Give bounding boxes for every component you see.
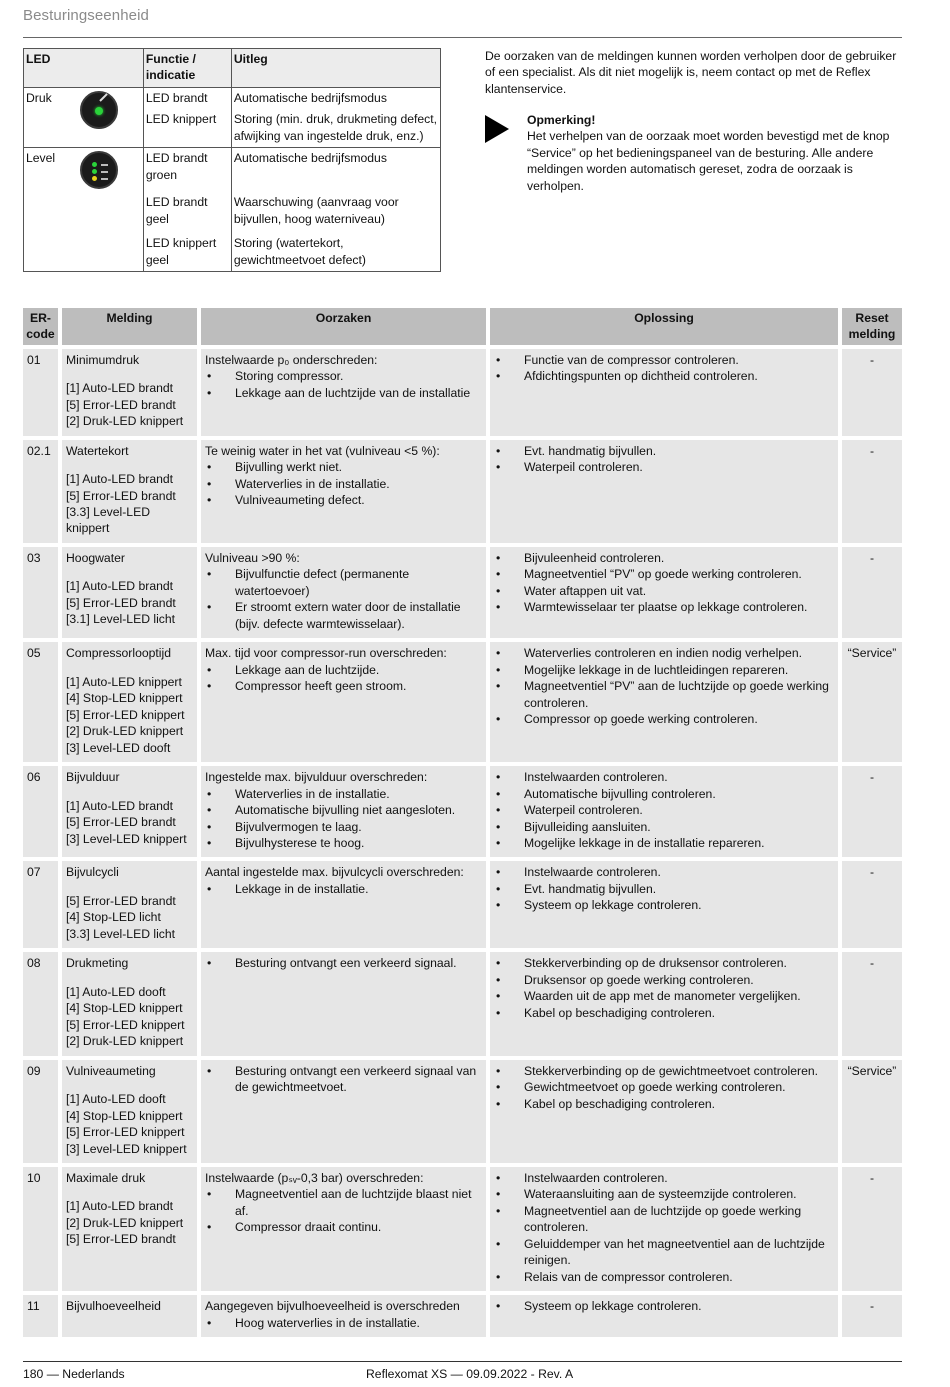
list-item: • Magneetventiel aan de luchtzijde op goede werking controleren. — [494, 1203, 834, 1236]
led-name-level: Level — [24, 148, 78, 272]
solutions-cell — [490, 440, 838, 543]
list-item: • Systeem op lekkage controleren. — [494, 1298, 834, 1314]
led-desc: Automatische bedrijfsmodus — [231, 87, 440, 109]
melding-cell — [62, 1295, 197, 1337]
list-item: • Instelwaarden controleren. — [494, 1170, 834, 1186]
list-item: • Waarden uit de app met de manometer vergelijken. — [494, 988, 834, 1004]
cause-list — [205, 1315, 482, 1331]
melding-leds: [1] Auto-LED dooft [4] Stop-LED knippert [5] Error-LED knippert [3] Level-LED knippert — [66, 1092, 187, 1156]
melding-cell — [62, 861, 197, 948]
cause-intro: Aangegeven bijvulhoeveelheid is overschreden — [205, 1299, 460, 1314]
footer-page: 180 — Nederlands — [23, 1367, 125, 1381]
reset-cell: - — [842, 349, 902, 436]
note-box — [485, 112, 903, 194]
list-item: • Lekkage aan de luchtzijde van de installatie — [205, 385, 482, 401]
page-header — [23, 6, 902, 38]
pressure-gauge-cell — [78, 87, 144, 147]
list-item: • Systeem op lekkage controleren. — [494, 897, 834, 913]
list-item: • Druksensor op goede werking controleren. — [494, 972, 834, 988]
cause-list — [205, 566, 482, 632]
list-item: • Storing compressor. — [205, 368, 482, 384]
arrow-right-icon — [485, 115, 509, 143]
list-item: • Besturing ontvangt een verkeerd signaal van de gewichtmeetvoet. — [205, 1063, 482, 1096]
list-item: • Magneetventiel “PV” aan de luchtzijde op goede werking controleren. — [494, 678, 834, 711]
reset-cell: - — [842, 547, 902, 638]
list-item: • Magneetventiel “PV” op goede werking controleren. — [494, 566, 834, 582]
melding-title: Vulniveaumeting — [66, 1063, 156, 1078]
solution-list — [494, 1298, 834, 1314]
causes-cell — [201, 349, 486, 436]
error-code: 02.1 — [23, 440, 58, 543]
table-row — [23, 642, 902, 762]
error-code: 05 — [23, 642, 58, 762]
error-code: 03 — [23, 547, 58, 638]
cause-intro: Te weinig water in het vat (vulniveau <5 %): — [205, 443, 440, 458]
causes-cell — [201, 861, 486, 948]
table-row — [23, 1295, 902, 1337]
cause-list — [205, 368, 482, 401]
function-header: Functie / indicatie — [143, 49, 231, 88]
solution-list — [494, 1170, 834, 1285]
list-item: • Wateraansluiting aan de systeemzijde controleren. — [494, 1186, 834, 1202]
table-row — [23, 766, 902, 857]
solution-list — [494, 955, 834, 1021]
melding-leds: [1] Auto-LED brandt [5] Error-LED brandt [3] Level-LED knippert — [66, 798, 187, 846]
note-text: Het verhelpen van de oorzaak moet worden bevestigd met de knop “Service” op het bedieningspaneel van de besturing. Alle andere meldingen worden automatisch gereset, zodra de oorzaak is verholpen. — [527, 129, 890, 193]
cause-intro: Instelwaarde p₀ onderschreden: — [205, 352, 378, 367]
causes-cell — [201, 642, 486, 762]
cause-intro: Ingestelde max. bijvulduur overschreden: — [205, 770, 428, 785]
list-item: • Waterpeil controleren. — [494, 459, 834, 475]
solution-list — [494, 352, 834, 385]
melding-cell — [62, 952, 197, 1055]
cause-intro: Max. tijd voor compressor-run overschreden: — [205, 646, 447, 661]
led-func: LED knippert — [143, 109, 231, 147]
melding-cell — [62, 766, 197, 857]
table-row — [23, 861, 902, 948]
cause-list — [205, 662, 482, 695]
list-item: • Gewichtmeetvoet op goede werking controleren. — [494, 1079, 834, 1095]
solution-list — [494, 769, 834, 851]
led-header: LED — [24, 49, 144, 88]
melding-title: Bijvulduur — [66, 770, 120, 785]
error-code: 07 — [23, 861, 58, 948]
led-func: LED brandt — [143, 87, 231, 109]
causes-cell — [201, 1295, 486, 1337]
melding-leds: [5] Error-LED brandt [4] Stop-LED licht [3.3] Level-LED licht — [66, 893, 176, 941]
list-item: • Afdichtingspunten op dichtheid controleren. — [494, 368, 834, 384]
list-item: • Evt. handmatig bijvullen. — [494, 443, 834, 459]
led-desc: Storing (min. druk, drukmeting defect, afwijking van ingestelde druk, enz.) — [231, 109, 440, 147]
melding-title: Bijvulcycli — [66, 865, 119, 880]
reset-cell: “Service” — [842, 642, 902, 762]
melding-cell — [62, 440, 197, 543]
list-item: • Functie van de compressor controleren. — [494, 352, 834, 368]
melding-leds: [1] Auto-LED brandt [5] Error-LED brandt [2] Druk-LED knippert — [66, 381, 184, 429]
header-code: ER- code — [23, 308, 58, 345]
solution-list — [494, 645, 834, 727]
solution-list — [494, 864, 834, 913]
melding-title: Drukmeting — [66, 956, 129, 971]
causes-cell — [201, 766, 486, 857]
solutions-cell — [490, 861, 838, 948]
cause-intro: Vulniveau >90 %: — [205, 550, 300, 565]
list-item: • Bijvulleiding aansluiten. — [494, 819, 834, 835]
list-item: • Er stroomt extern water door de installatie (bijv. defecte warmtewisselaar). — [205, 599, 482, 632]
solution-list — [494, 550, 834, 616]
reset-cell: - — [842, 766, 902, 857]
solutions-cell — [490, 547, 838, 638]
list-item: • Waterpeil controleren. — [494, 802, 834, 818]
cause-list — [205, 1063, 482, 1096]
page-footer — [23, 1361, 902, 1381]
list-item: • Bijvulling werkt niet. — [205, 459, 482, 475]
melding-leds: [1] Auto-LED dooft [4] Stop-LED knippert [5] Error-LED knippert [2] Druk-LED knippert — [66, 984, 185, 1049]
melding-leds: [1] Auto-LED brandt [5] Error-LED brandt [3.1] Level-LED licht — [66, 579, 176, 627]
list-item: • Water aftappen uit vat. — [494, 583, 834, 599]
list-item: • Magneetventiel aan de luchtzijde blaast niet af. — [205, 1186, 482, 1219]
solutions-cell — [490, 642, 838, 762]
led-desc: Storing (watertekort, gewichtmeetvoet defect) — [231, 230, 440, 271]
error-code: 10 — [23, 1167, 58, 1291]
table-row — [23, 440, 902, 543]
list-item: • Bijvuleenheid controleren. — [494, 550, 834, 566]
led-func: LED brandt groen — [143, 148, 231, 186]
cause-intro: Aantal ingestelde max. bijvulcycli overschreden: — [205, 865, 464, 880]
list-item: • Hoog waterverlies in de installatie. — [205, 1315, 482, 1331]
header-reset: Reset melding — [842, 308, 902, 345]
footer-doc: Reflexomat XS — 09.09.2022 - Rev. A — [366, 1367, 574, 1381]
intro-text: De oorzaken van de meldingen kunnen worden verholpen door de gebruiker of een specialist. Als dit niet mogelijk is, neem contact op met de Reflex klantenservice. — [485, 49, 897, 96]
list-item: • Waterverlies controleren en indien nodig verhelpen. — [494, 645, 834, 661]
list-item: • Automatische bijvulling controleren. — [494, 786, 834, 802]
solutions-cell — [490, 952, 838, 1055]
error-table-header — [23, 308, 902, 345]
melding-cell — [62, 349, 197, 436]
melding-title: Minimumdruk — [66, 352, 140, 367]
header-oplossing: Oplossing — [490, 308, 838, 345]
list-item: • Bijvulfunctie defect (permanente watertoevoer) — [205, 566, 482, 599]
list-item: • Bijvulhysterese te hoog. — [205, 835, 482, 851]
list-item: • Mogelijke lekkage in de installatie repareren. — [494, 835, 834, 851]
cause-list — [205, 459, 482, 508]
list-item: • Waterverlies in de installatie. — [205, 476, 482, 492]
explanation-header: Uitleg — [231, 49, 440, 88]
list-item: • Geluiddemper van het magneetventiel aan de luchtzijde reinigen. — [494, 1236, 834, 1269]
header-melding: Melding — [62, 308, 197, 345]
solutions-cell — [490, 349, 838, 436]
cause-list — [205, 955, 482, 971]
list-item: • Relais van de compressor controleren. — [494, 1269, 834, 1285]
list-item: • Warmtewisselaar ter plaatse op lekkage controleren. — [494, 599, 834, 615]
level-gauge-icon — [80, 151, 118, 189]
solutions-cell — [490, 1167, 838, 1291]
led-func: LED brandt geel — [143, 186, 231, 230]
list-item: • Stekkerverbinding op de gewichtmeetvoet controleren. — [494, 1063, 834, 1079]
list-item: • Evt. handmatig bijvullen. — [494, 881, 834, 897]
level-gauge-cell — [78, 148, 144, 272]
note-title: Opmerking! — [527, 113, 596, 127]
pressure-gauge-icon — [80, 91, 118, 129]
led-table — [23, 48, 441, 272]
melding-leds: [1] Auto-LED knippert [4] Stop-LED knippert [5] Error-LED knippert [2] Druk-LED knippert [3] Level-LED dooft — [66, 674, 185, 755]
list-item: • Instelwaarden controleren. — [494, 769, 834, 785]
melding-title: Hoogwater — [66, 550, 125, 565]
reset-cell: - — [842, 1167, 902, 1291]
list-item: • Mogelijke lekkage in de luchtleidingen repareren. — [494, 662, 834, 678]
error-code: 01 — [23, 349, 58, 436]
list-item: • Instelwaarde controleren. — [494, 864, 834, 880]
list-item: • Compressor draait continu. — [205, 1219, 482, 1235]
header-oorzaken: Oorzaken — [201, 308, 486, 345]
error-code: 09 — [23, 1060, 58, 1163]
table-row — [23, 1060, 902, 1163]
melding-title: Bijvulhoeveelheid — [66, 1299, 161, 1314]
melding-cell — [62, 1167, 197, 1291]
list-item: • Lekkage in de installatie. — [205, 881, 482, 897]
error-code: 11 — [23, 1295, 58, 1337]
list-item: • Lekkage aan de luchtzijde. — [205, 662, 482, 678]
led-name-druk: Druk — [24, 87, 78, 147]
list-item: • Compressor op goede werking controleren. — [494, 711, 834, 727]
cause-intro: Instelwaarde (pₛᵥ-0,3 bar) overschreden: — [205, 1171, 424, 1185]
melding-cell — [62, 1060, 197, 1163]
causes-cell — [201, 440, 486, 543]
reset-cell: “Service” — [842, 1060, 902, 1163]
causes-cell — [201, 1167, 486, 1291]
reset-cell: - — [842, 440, 902, 543]
table-row — [23, 547, 902, 638]
solutions-cell — [490, 1295, 838, 1337]
table-row — [23, 1167, 902, 1291]
melding-title: Maximale druk — [66, 1171, 146, 1185]
error-code: 06 — [23, 766, 58, 857]
list-item: • Waterverlies in de installatie. — [205, 786, 482, 802]
causes-cell — [201, 952, 486, 1055]
solutions-cell — [490, 1060, 838, 1163]
list-item: • Besturing ontvangt een verkeerd signaal. — [205, 955, 482, 971]
led-func: LED knippert geel — [143, 230, 231, 271]
led-desc: Waarschuwing (aanvraag voor bijvullen, hoog waterniveau) — [231, 186, 440, 230]
table-row — [23, 952, 902, 1055]
error-table — [23, 308, 902, 1341]
error-code: 08 — [23, 952, 58, 1055]
list-item: • Stekkerverbinding op de druksensor controleren. — [494, 955, 834, 971]
list-item: • Automatische bijvulling niet aangesloten. — [205, 802, 482, 818]
cause-list — [205, 881, 482, 897]
causes-cell — [201, 1060, 486, 1163]
melding-leds: [1] Auto-LED brandt [2] Druk-LED knippert [5] Error-LED brandt — [66, 1199, 184, 1247]
melding-leds: [1] Auto-LED brandt [5] Error-LED brandt [3.3] Level-LED knippert — [66, 472, 176, 536]
list-item: • Bijvulvermogen te laag. — [205, 819, 482, 835]
reset-cell: - — [842, 1295, 902, 1337]
list-item: • Vulniveaumeting defect. — [205, 492, 482, 508]
reset-cell: - — [842, 952, 902, 1055]
melding-title: Watertekort — [66, 443, 129, 458]
table-row — [23, 349, 902, 436]
list-item: • Kabel op beschadiging controleren. — [494, 1096, 834, 1112]
led-desc: Automatische bedrijfsmodus — [231, 148, 440, 186]
solution-list — [494, 443, 834, 476]
list-item: • Compressor heeft geen stroom. — [205, 678, 482, 694]
cause-list — [205, 1186, 482, 1235]
melding-cell — [62, 547, 197, 638]
reset-cell: - — [842, 861, 902, 948]
list-item: • Kabel op beschadiging controleren. — [494, 1005, 834, 1021]
page-header-title: Besturingseenheid — [23, 7, 149, 24]
melding-cell — [62, 642, 197, 762]
causes-cell — [201, 547, 486, 638]
melding-title: Compressorlooptijd — [66, 646, 171, 661]
solution-list — [494, 1063, 834, 1112]
solutions-cell — [490, 766, 838, 857]
cause-list — [205, 786, 482, 852]
